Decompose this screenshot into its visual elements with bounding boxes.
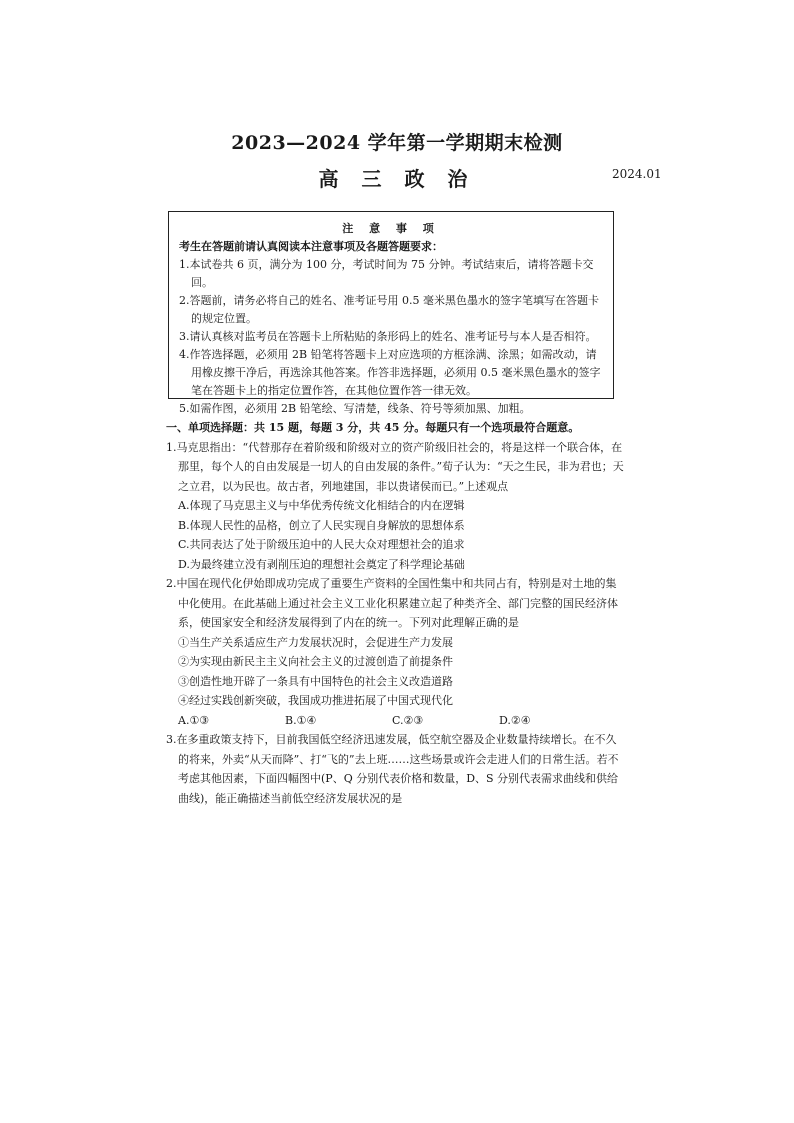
choice-row: [166, 711, 626, 731]
choice-a: A.①③: [178, 713, 210, 727]
choice-d: D.②④: [499, 713, 531, 727]
exam-date: 2024.01: [612, 167, 662, 181]
option-d: D.为最终建立没有剥削压迫的理想社会奠定了科学理论基础: [178, 557, 465, 571]
question-stem: 1.马克思指出：“代替那存在着阶级和阶级对立的资产阶级旧社会的，将是这样一个联合体，在那里，每个人的自由发展是一切人的自由发展的条件。”荀子认为：“天之生民，非为君也；天之立君，以为民也。故古者，列地建国，非以贵诸侯而已。”上述观点: [166, 440, 624, 493]
question-1: [166, 438, 626, 575]
exam-subject: 高 三 政 治: [318, 167, 476, 191]
notice-item: 4.作答选择题，必须用 2B 铅笔将答题卡上对应选项的方框涂满、涂黑；如需改动，请用橡皮擦干净后，再选涂其他答案。作答非选择题，必须用 0.5 毫米黑色墨水的签字笔在答题卡上的指定位置作答，在其他位置作答一律无效。: [179, 348, 601, 397]
notice-item: 1.本试卷共 6 页，满分为 100 分，考试时间为 75 分钟。考试结束后，请将答题卡交回。: [179, 258, 594, 289]
option-b: B.体现人民性的品格，创立了人民实现自身解放的思想体系: [178, 518, 465, 532]
statement-2: ②为实现由新民主主义向社会主义的过渡创造了前提条件: [178, 655, 453, 668]
notice-item: 3.请认真核对监考员在答题卡上所粘贴的条形码上的姓名、准考证号与本人是否相符。: [179, 330, 597, 343]
notice-item: 5.如需作图，必须用 2B 铅笔绘、写清楚，线条、符号等须加黑、加粗。: [179, 402, 531, 415]
option-a: A.体现了马克思主义与中华优秀传统文化相结合的内在逻辑: [178, 499, 465, 512]
exam-title: 2023—2024 学年第一学期期末检测: [231, 132, 563, 154]
question-stem: 3.在多重政策支持下，目前我国低空经济迅速发展，低空航空器及企业数量持续增长。在不久的将来，外卖“从天而降”、打“飞的”去上班……这些场景或许会走进人们的日常生活。若不考虑其他因素，下面四幅图中(P、Q 分别代表价格和数量，D、S 分别代表需求曲线和供给曲线)，能正确描述当前低空经济发展状况的是: [166, 733, 619, 805]
section-heading: 一、单项选择题：共 15 题，每题 3 分，共 45 分。每题只有一个选项最符合题意。: [166, 421, 580, 434]
notice-intro: 考生在答题前请认真阅读本注意事项及各题答题要求：: [179, 240, 443, 253]
question-section: [166, 418, 626, 808]
question-stem: 2.中国在现代化伊始即成功完成了重要生产资料的全国性集中和共同占有，特别是对土地的集中化使用。在此基础上通过社会主义工业化积累建立起了种类齐全、部门完整的国民经济体系，使国家安全和经济发展得到了内在的统一。下列对此理解正确的是: [166, 577, 618, 629]
statement-1: ①当生产关系适应生产力发展状况时，会促进生产力发展: [178, 635, 453, 649]
notice-item: 2.答题前，请务必将自己的姓名、准考证号用 0.5 毫米黑色墨水的签字笔填写在答题卡的规定位置。: [179, 294, 599, 325]
statement-4: ④经过实践创新突破，我国成功推进拓展了中国式现代化: [178, 694, 453, 707]
statement-3: ③创造性地开辟了一条具有中国特色的社会主义改造道路: [178, 674, 453, 688]
option-c: C.共同表达了处于阶级压迫中的人民大众对理想社会的追求: [178, 538, 465, 551]
question-2: [166, 574, 626, 730]
notice-title: 注 意 事 项: [342, 222, 440, 235]
question-3: [166, 730, 626, 808]
choice-c: C.②③: [392, 713, 424, 727]
notice-box: [168, 211, 614, 415]
choice-b: B.①④: [285, 713, 317, 727]
